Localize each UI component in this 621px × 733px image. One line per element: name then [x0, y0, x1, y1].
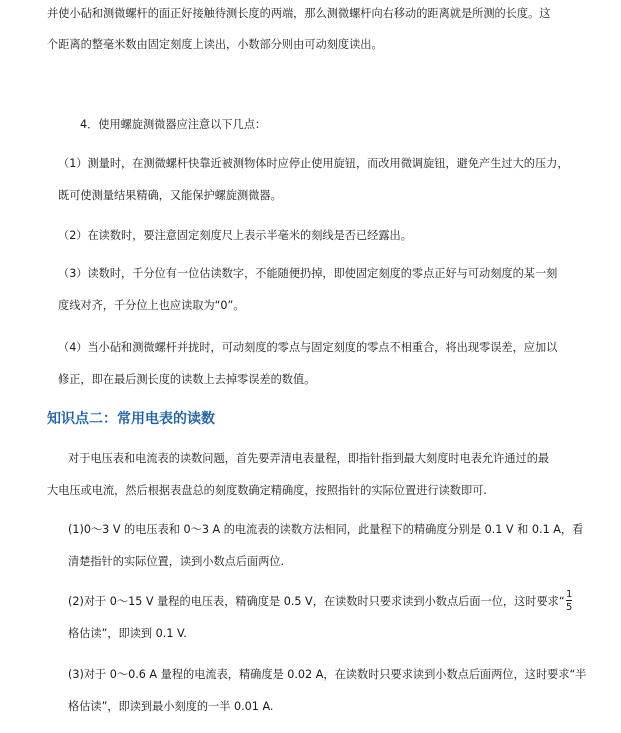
meter-item-1-line-1: (1)0～3 V 的电压表和 0～3 A 的电流表的读数方法相同，此量程下的精确度分别是 0.1 V 和 0.1 A，看 — [68, 523, 584, 536]
note-1-line-1: （1）测量时，在测微螺杆快靠近被测物体时应停止使用旋钮，而改用微调旋钮，避免产生过大的压力， — [58, 157, 569, 170]
intro-line-2: 个距离的整毫米数由固定刻度上读出，小数部分则由可动刻度读出。 — [47, 38, 383, 51]
note-3-line-2: 度线对齐，千分位上也应读取为“0”。 — [58, 299, 245, 312]
note-1-line-2: 既可使测量结果精确，又能保护螺旋测微器。 — [58, 189, 282, 202]
meter-item-3-line-2: 格估读”，即读到最小刻度的一半 0.01 A. — [68, 700, 274, 713]
note-3-line-1: （3）读数时，千分位有一位估读数字，不能随便扔掉，即使固定刻度的零点正好与可动刻度的某一刻 — [58, 267, 558, 280]
fraction-numerator: 1 — [566, 589, 573, 600]
note-2-line-1: （2）在读数时，要注意固定刻度尺上表示半毫米的刻线是否已经露出。 — [58, 229, 412, 242]
meter-item-1-line-2: 清楚指针的实际位置，读到小数点后面两位. — [68, 555, 285, 568]
one-fifth-fraction — [566, 589, 572, 613]
section-4-title: 4．使用螺旋测微器应注意以下几点： — [80, 118, 267, 131]
intro-line-1: 并使小砧和测微螺杆的面正好接触待测长度的两端，那么测微螺杆向右移动的距离就是所测的长度。这 — [47, 7, 551, 20]
meter-paragraph-line-2: 大电压或电流，然后根据表盘总的刻度数确定精确度，按照指针的实际位置进行读数即可. — [47, 484, 487, 497]
meter-item-2-line-2: 格估读”，即读到 0.1 V. — [68, 627, 187, 640]
meter-item-2-line-1: (2)对于 0～15 V 量程的电压表，精确度是 0.5 V，在读数时只要求读到小数点后面一位，这时要求“ — [68, 595, 565, 608]
meter-item-3-line-1: (3)对于 0～0.6 A 量程的电流表，精确度是 0.02 A，在读数时只要求读到小数点后面两位，这时要求“半 — [68, 668, 587, 681]
note-4-line-2: 修正，即在最后测长度的读数上去掉零误差的数值。 — [58, 373, 316, 386]
note-4-line-1: （4）当小砧和测微螺杆并拢时，可动刻度的零点与固定刻度的零点不相重合，将出现零误差，应加以 — [58, 341, 558, 354]
meter-paragraph-line-1: 对于电压表和电流表的读数问题，首先要弄清电表量程，即指针指到最大刻度时电表允许通过的最 — [68, 452, 550, 465]
knowledge-point-2-heading: 知识点二：常用电表的读数 — [47, 411, 215, 427]
fraction-denominator: 5 — [566, 602, 573, 613]
